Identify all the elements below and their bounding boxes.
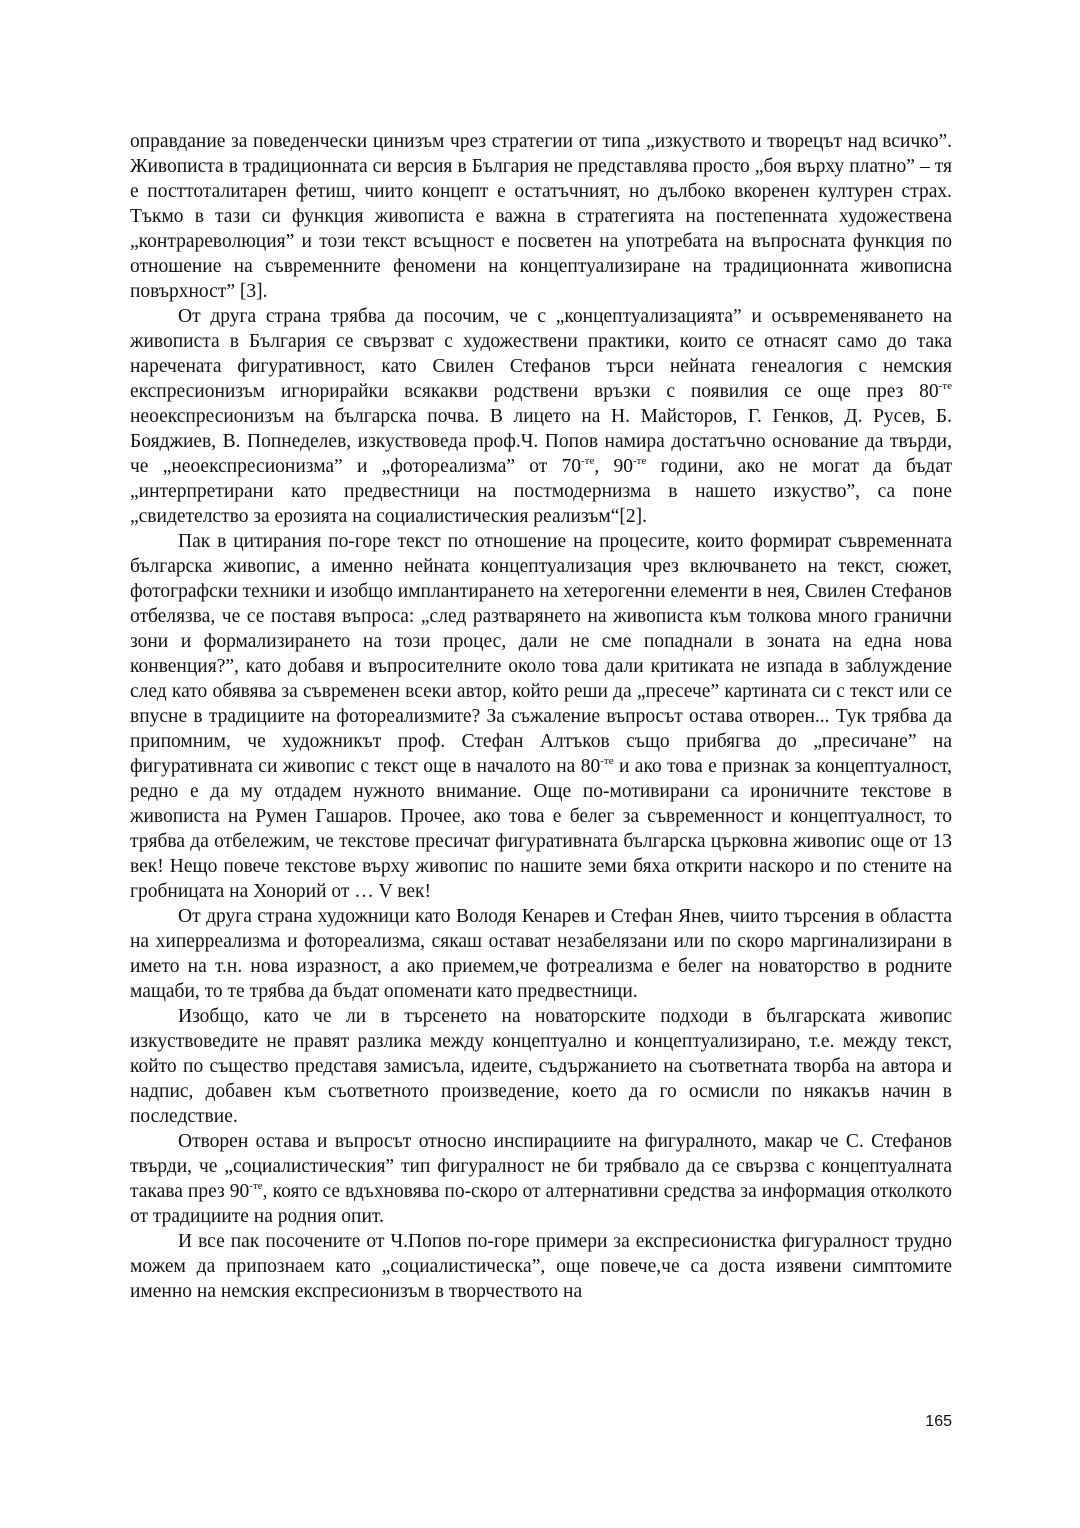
paragraph <box>130 304 952 529</box>
superscript: -те <box>581 454 595 467</box>
paragraph <box>130 1229 952 1304</box>
text-run: , 90 <box>594 456 633 477</box>
superscript: -те <box>632 454 647 467</box>
text-run: , която се вдъхновява по-скоро от алтернативни средства за информация отколкото от традициите на родния опит. <box>130 1181 952 1227</box>
text-run: оправдание за поведенчески цинизъм чрез стратегии от типа „изкуството и творецът над всичко”. Живописта в традиционната си версия в България не представлява просто „боя върху платно” – тя е посттоталитарен фетиш, чиито концепт е остатъчният, но дълбоко вкоренен културен страх. Тъкмо в тази си функция живописта е важна в стратегията на постепенната художествена „контрареволюция” и този текст всъщност е посветен на употребата на въпросната функция по отношение на съвременните феномени на концептуализиране на традиционната живописна повърхност” [3]. <box>130 131 952 302</box>
text-run: Изобщо, като че ли в търсенето на новаторските подходи в българската живопис изкуствоведите не правят разлика между концептуално и концептуализирано, т.е. между текст, който по същество представя замисъла, идеите, съдържанието на съответната творба на автора и надпис, добавен към съответното произведение, което да го осмисли по някакъв начин в последствие. <box>130 1006 952 1127</box>
text-run: неоекспресионизъм на българска почва. В лицето на Н. Майсторов, Г. Генков, Д. Русев, Б. Бояджиев, В. Попнеделев, изкуствоведа проф.Ч. Попов намира достатъчно основание да твърди, че „неоекспресионизма” и „фотореализма” от 70 <box>130 406 952 477</box>
text-run: От друга страна художници като Володя Кенарев и Стефан Янев, чиито търсения в областта на хиперреализма и фотореализма, сякаш остават незабелязани или по скоро маргинализирани в името на т.н. нова изразност, а ако приемем,че фотреализма е белег на новаторство в родните мащаби, то те трябва да бъдат опоменати като предвестници. <box>130 906 952 1002</box>
superscript: -те <box>249 1179 263 1192</box>
superscript: -те <box>600 754 614 767</box>
text-run: години, ако не могат да бъдат „интерпретирани като предвестници на постмодернизма в нашето изкуство”, са поне „свидетелство за ерозията на социалистическия реализъм“[2]. <box>130 456 953 527</box>
document-page <box>130 129 952 1304</box>
text-run: Отворен остава и въпросът относно инспирациите на фигуралното, макар че С. Стефанов твърди, че „социалистическия” тип фигуралност не би трябвало да се свързва с концептуалната такава през 90 <box>130 1131 952 1202</box>
text-run: От друга страна трябва да посочим, че с „концептуализацията” и осъвременяването на живописта в България се свързват с художествени практики, които се отнасят само до така наречената фигуративност, като Свилен Стефанов търси нейната генеалогия с немския експресионизъм игнорирайки всякакви родствени връзки с появилия се още през 80 <box>130 306 952 402</box>
text-run: и ако това е признак за концептуалност, редно е да му отдадем нужното внимание. Още по-мотивирани са ироничните текстове в живописта на Румен Гашаров. Прочее, ако това е белег за съвременност и концептуалност, то трябва да отбележим, че текстове пресичат фигуративната българска църковна живопис още от 13 век! Нещо повече текстове върху живопис по нашите земи бяха открити наскоро и по стените на гробницата на Хонорий от … V век! <box>130 756 952 902</box>
superscript: -те <box>938 379 952 392</box>
paragraph <box>130 1004 952 1129</box>
text-run: Пак в цитирания по-горе текст по отношение на процесите, които формират съвременната българска живопис, а именно нейната концептуализация чрез включването на текст, сюжет, фотографски техники и изобщо имплантирането на хетерогенни елементи в нея, Свилен Стефанов отбелязва, че се поставя въпроса: „след разтварянето на живописта към толкова много гранични зони и формализирането на този процес, дали не сме попаднали в зоната на една нова конвенция?”, като добавя и въпросителните около това дали критиката не изпада в заблуждение след като обявява за съвременен всеки автор, който реши да „пресече” картината си с текст или се впусне в традициите на фотореализмите? За съжаление въпросът остава отворен... Тук трябва да припомним, че художникът проф. Стефан Алтъков също прибягва до „пресичане” на фигуративната си живопис с текст още в началото на 80 <box>130 531 952 777</box>
page-number: 165 <box>925 1413 952 1430</box>
paragraph <box>130 904 952 1004</box>
text-run: И все пак посочените от Ч.Попов по-горе примери за експресионистка фигуралност трудно можем да припознаем като „социалистическа”, още повече,че са доста изявени симптомите именно на немския експресионизъм в творчеството на <box>130 1231 952 1302</box>
paragraph <box>130 1129 952 1229</box>
paragraph <box>130 129 952 304</box>
paragraph <box>130 529 952 904</box>
